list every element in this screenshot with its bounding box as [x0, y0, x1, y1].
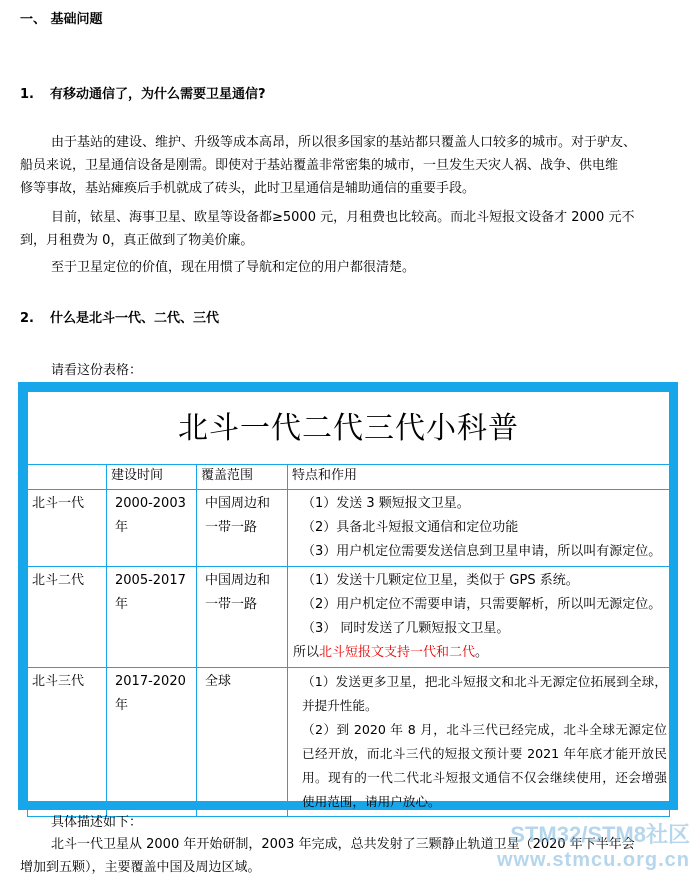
- q1-p1-line: 船员来说，卫星通信设备是刚需。即使对于基站覆盖非常密集的城市，一旦发生天灾人祸、战争、供电维: [20, 158, 619, 173]
- period-line: 年: [115, 698, 129, 713]
- question-2-heading: [20, 310, 219, 328]
- note-suffix: 。: [475, 645, 489, 660]
- table-row: [28, 490, 670, 567]
- coverage-line: 中国周边和: [205, 496, 271, 511]
- beidou-table-container: [27, 391, 669, 809]
- q1-paragraph-1: [20, 131, 664, 200]
- table-intro: 请看这份表格：: [51, 363, 143, 378]
- feature-line: （3）用户机定位需要发送信息到卫星申请，所以叫有源定位。: [302, 544, 662, 559]
- question-1-number: 1.: [20, 87, 34, 102]
- question-2-title: 什么是北斗一代、二代、三代: [50, 311, 220, 326]
- row-features: [288, 567, 670, 668]
- table-header-row: [28, 465, 670, 490]
- table-row: [28, 668, 670, 817]
- question-1-heading: [20, 86, 266, 104]
- row-period: [107, 668, 197, 817]
- period-line: 2005-2017: [115, 573, 186, 588]
- q1-paragraph-2: [20, 206, 664, 252]
- q1-p1-line: 由于基站的建设、维护、升级等成本高昂，所以很多国家的基站都只覆盖人口较多的城市。对于驴友、: [51, 135, 637, 150]
- header-cell-period: 建设时间: [107, 465, 197, 490]
- row-coverage: [197, 668, 288, 817]
- feature-line: （2）具备北斗短报文通信和定位功能: [302, 520, 519, 535]
- feature-line: （1）发送 3 颗短报文卫星。: [302, 496, 470, 511]
- header-cell-coverage: 覆盖范围: [197, 465, 288, 490]
- feature-line: （1）发送十几颗定位卫星，类似于 GPS 系统。: [302, 573, 579, 588]
- row-features: [288, 490, 670, 567]
- q1-p1-line: 修等事故，基站瘫痪后手机就成了砖头，此时卫星通信是辅助通信的重要手段。: [20, 181, 476, 196]
- details-line: 增加到五颗），主要覆盖中国及周边区域。: [20, 860, 261, 875]
- row-name: 北斗三代: [28, 668, 107, 817]
- period-line: 2017-2020: [115, 674, 186, 689]
- note-highlight: 北斗短报文支持一代和二代: [319, 645, 476, 660]
- table-title: 北斗一代二代三代小科普: [28, 392, 670, 465]
- note-prefix: 所以: [293, 645, 320, 660]
- details-line: 北斗一代卫星从 2000 年开始研制，2003 年完成，总共发射了三颗静止轨道卫星（2020 年下半年会: [51, 837, 635, 852]
- feature-line: （2）到 2020 年 8 月，北斗三代已经完成，北斗全球无源定位已经开放，而北斗三代的短报文预计要 2021 年年底才能开放民用。现有的一代二代北斗短报文通信不仅会继续使用，还会增强使用范围，请用户放心。: [302, 722, 667, 809]
- question-1-title: 有移动通信了，为什么需要卫星通信?: [50, 87, 266, 102]
- question-2-number: 2.: [20, 311, 34, 326]
- header-cell-empty: [28, 465, 107, 490]
- watermark-line: STM32/STM8社区: [510, 822, 690, 847]
- coverage-line: 中国周边和: [205, 573, 271, 588]
- feature-note: [293, 641, 667, 665]
- coverage-line: 全球: [205, 674, 232, 689]
- row-features: [288, 668, 670, 817]
- feature-line: （2）用户机定位不需要申请，只需要解析，所以叫无源定位。: [302, 597, 662, 612]
- q1-paragraph-3: [20, 256, 664, 279]
- period-line: 2000-2003: [115, 496, 186, 511]
- period-line: 年: [115, 520, 129, 535]
- watermark-line: www.stmcu.org.cn: [496, 849, 690, 871]
- details-label: 具体描述如下：: [51, 815, 143, 830]
- row-coverage: [197, 567, 288, 668]
- row-name: 北斗一代: [28, 490, 107, 567]
- coverage-line: 一带一路: [205, 597, 258, 612]
- table-row: [28, 567, 670, 668]
- q1-p3-line: 至于卫星定位的价值，现在用惯了导航和定位的用户都很清楚。: [51, 260, 416, 275]
- feature-line: （3） 同时发送了几颗短报文卫星。: [302, 621, 510, 636]
- row-coverage: [197, 490, 288, 567]
- beidou-table: [27, 391, 670, 817]
- q1-p2-line: 到，月租费为 0，真正做到了物美价廉。: [20, 233, 254, 248]
- details-paragraph: [20, 833, 670, 879]
- header-cell-features: 特点和作用: [288, 465, 670, 490]
- feature-line: （1）发送更多卫星，把北斗短报文和北斗无源定位拓展到全球，并提升性能。: [302, 674, 667, 713]
- coverage-line: 一带一路: [205, 520, 258, 535]
- period-line: 年: [115, 597, 129, 612]
- row-period: [107, 490, 197, 567]
- beidou-table-frame: [18, 382, 678, 810]
- row-name: 北斗二代: [28, 567, 107, 668]
- section-heading: 一、 基础问题: [20, 12, 103, 27]
- row-period: [107, 567, 197, 668]
- q1-p2-line: 目前，铱星、海事卫星、欧星等设备都≥5000 元，月租费也比较高。而北斗短报文设备才 2000 元不: [51, 210, 635, 225]
